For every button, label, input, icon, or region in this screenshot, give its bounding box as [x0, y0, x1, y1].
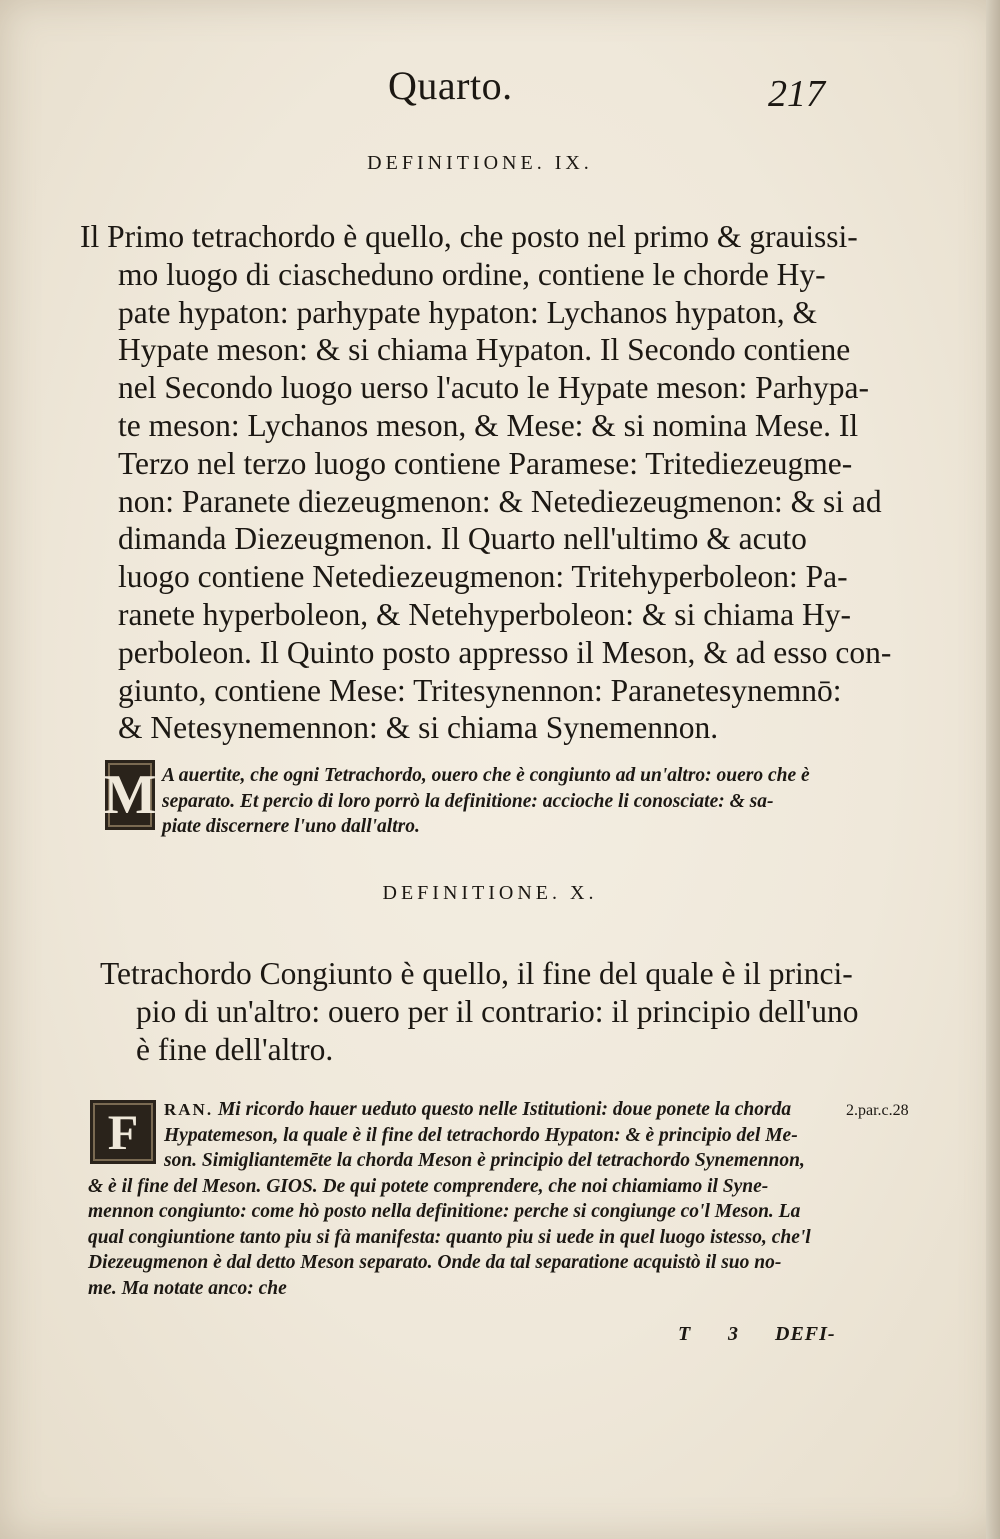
text-line: & Netesynemennon: & si chiama Synemennon. [118, 710, 719, 746]
text-line: mo luogo di ciascheduno ordine, contiene le chorde Hy- [118, 256, 826, 292]
decorated-initial-m: M [105, 760, 155, 830]
definition-heading-9: DEFINITIONE. IX. [367, 152, 593, 174]
paragraph-definition-9 [80, 218, 892, 747]
note-line: A auertite, che ogni Tetrachordo, ouero che è congiunto ad un'altro: ouero che è [162, 765, 810, 786]
signature-number: 3 [728, 1323, 738, 1345]
note-line: & è il fine del Meson. GIOS. De qui potete comprendere, che noi chiamiamo il Syne- [88, 1175, 769, 1197]
text-line: Terzo nel terzo luogo contiene Paramese: Tritediezeugme- [118, 445, 853, 481]
text-line: nel Secondo luogo uerso l'acuto le Hypate meson: Parhypa- [118, 370, 869, 406]
note-line: son. Simigliantemēte la chorda Meson è principio del tetrachordo Synemennon, [164, 1150, 805, 1171]
note-line: RAN. Mi ricordo hauer ueduto questo nelle Istitutioni: doue ponete la chorda [164, 1099, 792, 1120]
paragraph-definition-10 [100, 955, 859, 1068]
note-line: mennon congiunto: come hò posto nella definitione: perche si congiunge co'l Meson. La [88, 1201, 801, 1222]
text-line: pate hypaton: parhypate hypaton: Lychanos hypaton, & [118, 294, 817, 330]
page-number: 217 [768, 73, 825, 115]
note-line: piate discernere l'uno dall'altro. [162, 816, 420, 837]
text-line: ranete hyperboleon, & Netehyperboleon: & si chiama Hy- [118, 596, 852, 632]
page-edge [986, 0, 1000, 1539]
dialogue-note [88, 1097, 848, 1301]
running-title: Quarto. [388, 63, 513, 108]
text-line: Hypate meson: & si chiama Hypaton. Il Secondo contiene [118, 332, 851, 368]
signature-letter: T [678, 1323, 691, 1345]
text-line: Tetrachordo Congiunto è quello, il fine del quale è il princi- [100, 956, 853, 991]
note-line: qual congiuntione tanto piu si fà manifesta: quanto piu si uede in quel luogo istesso, che'l [88, 1226, 811, 1248]
text-line: è fine dell'altro. [136, 1031, 334, 1067]
speaker-name: RAN. [164, 1100, 214, 1119]
text-line: te meson: Lychanos meson, & Mese: & si nomina Mese. Il [118, 407, 859, 443]
decorated-initial-f: F [90, 1100, 156, 1164]
text-line: giunto, contiene Mese: Tritesynennon: Paranetesynemnō: [118, 672, 842, 708]
note-line: me. Ma notate anco: che [88, 1277, 287, 1299]
catchword: DEFI- [775, 1323, 836, 1345]
running-head [0, 62, 1000, 122]
text-line: luogo contiene Netediezeugmenon: Tritehyperboleon: Pa- [118, 559, 848, 595]
text-line: dimanda Diezeugmenon. Il Quarto nell'ultimo & acuto [118, 521, 807, 557]
note-line: separato. Et percio di loro porrò la definitione: accioche li conosciate: & sa- [162, 790, 774, 812]
annotation-note-1 [162, 763, 842, 840]
marginal-reference: 2.par.c.28 [846, 1102, 909, 1119]
text-line: perboleon. Il Quinto posto appresso il Meson, & ad esso con- [118, 634, 892, 670]
text-line: Il Primo tetrachordo è quello, che posto nel primo & grauissi- [80, 219, 858, 254]
text-line: pio di un'altro: ouero per il contrario: il principio dell'uno [136, 993, 859, 1029]
definition-heading-10: DEFINITIONE. X. [382, 882, 598, 904]
note-line: Hypatemeson, la quale è il fine del tetrachordo Hypaton: & è principio del Me- [164, 1124, 798, 1146]
text-line: non: Paranete diezeugmenon: & Netediezeugmenon: & si ad [118, 483, 882, 519]
note-line: Diezeugmenon è dal detto Meson separato. Onde da tal separatione acquistò il suo no- [88, 1252, 782, 1273]
